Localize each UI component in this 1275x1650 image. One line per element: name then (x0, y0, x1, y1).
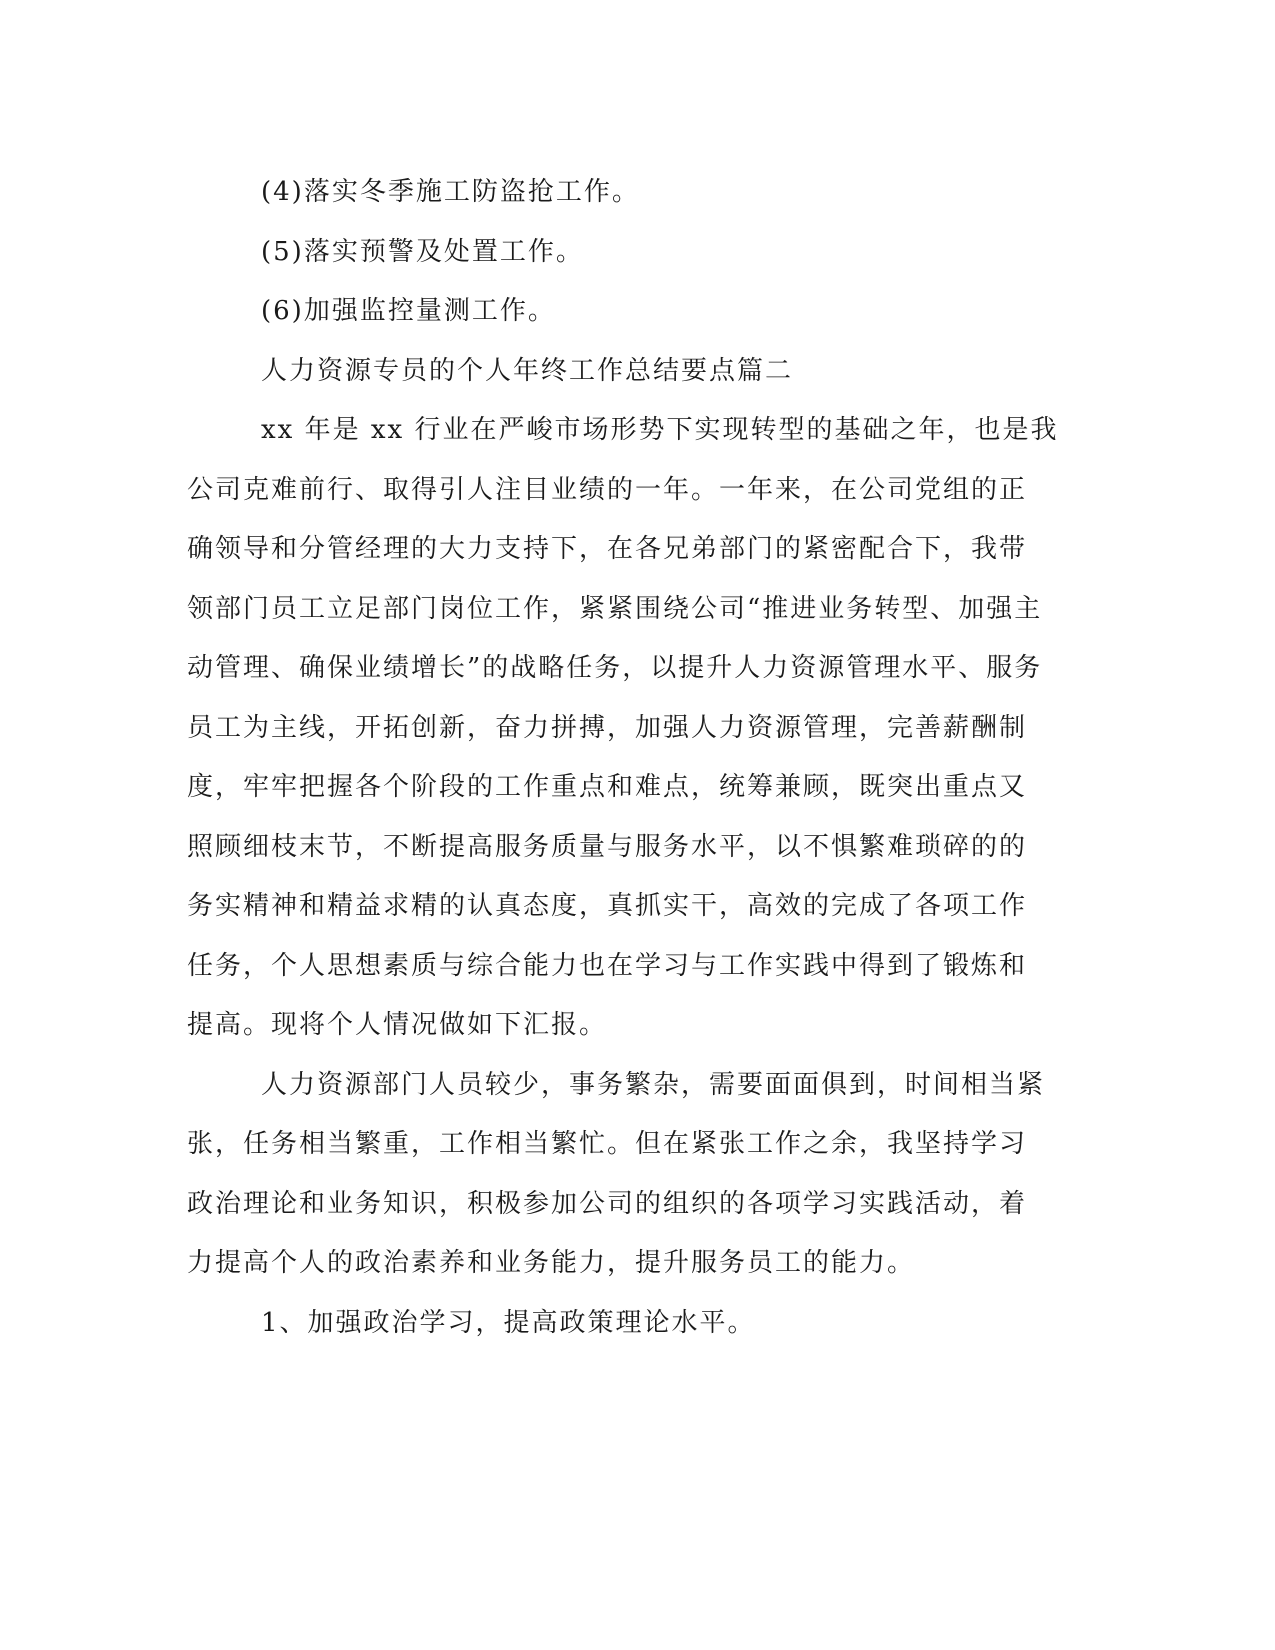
paragraph-1-line: 提高。现将个人情况做如下汇报。 (187, 1010, 608, 1040)
paragraph-1-line: 动管理、确保业绩增长”的战略任务，以提升人力资源管理水平、服务 (187, 653, 1043, 683)
list-item-6: (6)加强监控量测工作。 (261, 296, 556, 326)
paragraph-1-line: xx 年是 xx 行业在严峻市场形势下实现转型的基础之年，也是我 (261, 415, 1059, 445)
paragraph-1-line: 度，牢牢把握各个阶段的工作重点和难点，统筹兼顾，既突出重点又 (187, 772, 1028, 802)
paragraph-2-line: 人力资源部门人员较少，事务繁杂，需要面面俱到，时间相当紧 (261, 1069, 1046, 1100)
section-heading: 人力资源专员的个人年终工作总结要点篇二 (261, 355, 794, 386)
paragraph-2-line: 政治理论和业务知识，积极参加公司的组织的各项学习实践活动，着 (187, 1188, 1028, 1219)
paragraph-2-line: 张，任务相当繁重，工作相当繁忙。但在紧张工作之余，我坚持学习 (187, 1129, 1028, 1159)
paragraph-1-line: 任务，个人思想素质与综合能力也在学习与工作实践中得到了锻炼和 (187, 950, 1028, 981)
list-item-5: (5)落实预警及处置工作。 (261, 236, 584, 267)
numbered-heading-1: 1、加强政治学习，提高政策理论水平。 (261, 1307, 756, 1338)
paragraph-1-line: 务实精神和精益求精的认真态度，真抓实干，高效的完成了各项工作 (187, 891, 1028, 921)
paragraph-1-line: 领部门员工立足部门岗位工作，紧紧围绕公司“推进业务转型、加强主 (187, 593, 1043, 624)
list-item-4: (4)落实冬季施工防盗抢工作。 (261, 177, 640, 207)
paragraph-1-line: 公司克难前行、取得引人注目业绩的一年。一年来，在公司党组的正 (187, 474, 1028, 505)
paragraph-2-line: 力提高个人的政治素养和业务能力，提升服务员工的能力。 (187, 1248, 916, 1278)
document-body (187, 163, 1067, 1353)
paragraph-1-line: 确领导和分管经理的大力支持下，在各兄弟部门的紧密配合下，我带 (187, 534, 1028, 564)
paragraph-1-line: 员工为主线，开拓创新，奋力拼搏，加强人力资源管理，完善薪酬制 (187, 712, 1028, 743)
paragraph-1-line: 照顾细枝末节，不断提高服务质量与服务水平，以不惧繁难琐碎的的 (187, 831, 1028, 862)
